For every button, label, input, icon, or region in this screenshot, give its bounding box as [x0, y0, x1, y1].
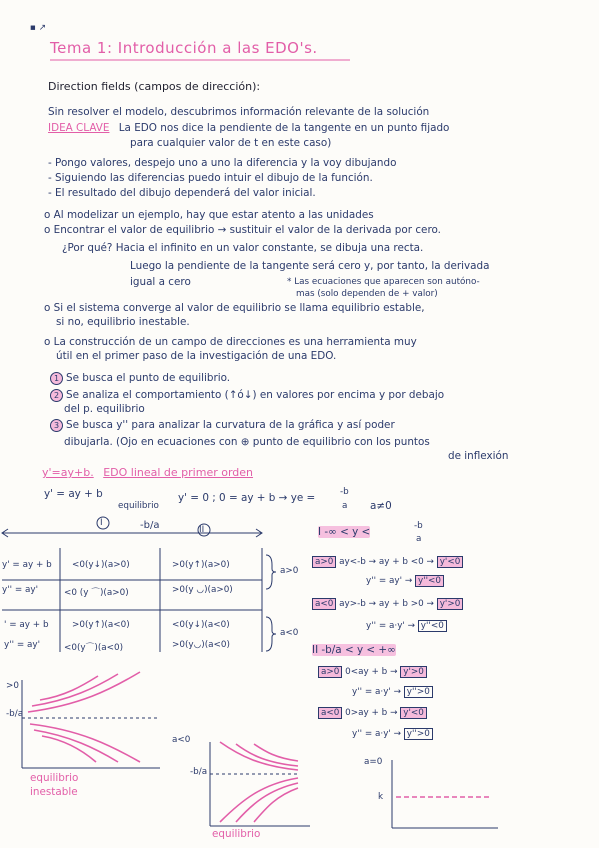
case-text: ay>-b → ay + b >0 → — [339, 599, 434, 609]
case-box: a>0 — [318, 666, 342, 678]
equilibrium-marker: -b/a — [140, 520, 160, 531]
table-row-label: y'' = ay' — [4, 640, 41, 650]
ode-equation: y'=ay+b. — [42, 466, 94, 479]
note: * Las ecuaciones que aparecen son autóno- — [287, 277, 480, 287]
step-text-cont: del p. equilibrio — [64, 403, 145, 415]
result-box: y'<0 — [400, 707, 427, 719]
graph-corner-label: a=0 — [364, 757, 383, 767]
point-item-cont: útil en el primer paso de la investigación de una EDO. — [56, 350, 337, 362]
bullet-item: - Siguiendo las diferencias puedo intuir el dibujo de la función. — [48, 172, 373, 184]
point-item-cont: Luego la pendiente de la tangente será cero y, por tanto, la derivada — [130, 260, 490, 272]
result-box: y''>0 — [404, 686, 433, 698]
fraction-denominator: a — [416, 534, 422, 544]
case-text: 0>ay + b → — [345, 708, 398, 718]
ode-heading-text: EDO lineal de primer orden — [103, 466, 254, 479]
fraction-numerator: -b — [340, 487, 349, 497]
table-row-label: ' = ay + b — [4, 620, 49, 630]
case-box: a>0 — [312, 556, 336, 568]
point-item-cont: si no, equilibrio inestable. — [56, 316, 190, 328]
case-box: a<0 — [312, 598, 336, 610]
case-text: y'' = ay' → — [366, 576, 413, 586]
table-row-label: y'' = ay' — [2, 585, 39, 595]
result-box: y'>0 — [400, 666, 427, 678]
point-item: o La construcción de un campo de direcciones es una herramienta muy — [44, 336, 417, 348]
case-box: a<0 — [318, 707, 342, 719]
case-text: y'' = a·y' → — [352, 729, 401, 739]
intro-line: Sin resolver el modelo, descubrimos información relevante de la solución — [48, 106, 430, 118]
table-cell: >0(y ◡)(a>0) — [172, 585, 233, 595]
case-text: y'' = a·y' → — [366, 621, 415, 631]
point-item-cont: ¿Por qué? Hacia el infinito en un valor constante, se dibuja una recta. — [62, 242, 424, 254]
graph-corner-label: a<0 — [172, 735, 191, 745]
table-cell: <0(y⌒)(a<0) — [64, 643, 124, 653]
result-box: y''>0 — [404, 728, 433, 740]
step-text: Se busca el punto de equilibrio. — [66, 372, 231, 384]
result-box: y'>0 — [437, 598, 464, 610]
equilibrium-axis-label: -b/a — [6, 709, 24, 719]
step-text-cont: de inflexión — [448, 450, 509, 462]
table-cell: <0 (y ⌒)(a>0) — [64, 588, 129, 598]
step-number: 1 — [50, 372, 63, 385]
region-ii-marker: II — [199, 525, 205, 535]
bullet-item: - El resultado del dibujo dependerá del valor inicial. — [48, 187, 316, 199]
idea-clave-text-cont: para cualquier valor de t en este caso) — [130, 137, 332, 149]
table-row-label: y' = ay + b — [2, 560, 52, 570]
equilibrium-axis-label: -b/a — [190, 767, 208, 777]
step-text: Se analiza el comportamiento (↑ó↓) en valores por encima y por debajo — [66, 389, 445, 401]
table-cell: <0(y↓)(a>0) — [72, 560, 130, 570]
step-number: 2 — [50, 389, 63, 402]
graph-caption: equilibrio — [30, 772, 79, 784]
case-text: y'' = a·y' → — [352, 687, 401, 697]
corner-mark: ▪ ↗ — [30, 23, 47, 33]
point-item: o Si el sistema converge al valor de equilibrio se llama equilibrio estable, — [44, 302, 425, 314]
graph-caption: equilibrio — [212, 828, 261, 840]
brace-label: a>0 — [280, 566, 299, 576]
graph-caption: inestable — [30, 786, 78, 798]
table-cell: >0(y↑)(a<0) — [72, 620, 130, 630]
table-cell: <0(y↓)(a<0) — [172, 620, 230, 630]
section-heading: Direction fields (campos de dirección): — [48, 80, 261, 93]
result-box: y''<0 — [415, 575, 444, 587]
graph-corner-label: >0 — [6, 681, 19, 691]
region-i-title-text: I -∞ < y < — [318, 526, 371, 538]
result-box: y'<0 — [437, 556, 464, 568]
table-cell: >0(y◡)(a<0) — [172, 640, 230, 650]
equilibrium-equation-right: y' = 0 ; 0 = ay + b → ye = — [178, 492, 316, 504]
fraction-denominator: a — [342, 501, 348, 511]
equilibrium-label: equilibrio — [118, 501, 159, 511]
condition: a≠0 — [370, 500, 392, 512]
step-text: Se busca y'' para analizar la curvatura de la gráfica y así poder — [66, 419, 395, 431]
point-item: o Al modelizar un ejemplo, hay que estar atento a las unidades — [44, 209, 374, 221]
brace-label: a<0 — [280, 628, 299, 638]
note: mas (solo dependen de + valor) — [296, 289, 438, 299]
region-i-marker: I — [100, 518, 103, 528]
case-text: ay<-b → ay + b <0 → — [339, 557, 434, 567]
equilibrium-equation-left: y' = ay + b — [44, 488, 103, 500]
constant-axis-label: k — [378, 792, 384, 802]
page-title: Tema 1: Introducción a las EDO's. — [50, 39, 318, 57]
bullet-item: - Pongo valores, despejo uno a uno la diferencia y la voy dibujando — [48, 157, 397, 169]
step-text-cont: dibujarla. (Ojo en ecuaciones con ⊕ punto de equilibrio con los puntos — [64, 436, 430, 448]
step-number: 3 — [50, 419, 63, 432]
idea-clave-text: La EDO nos dice la pendiente de la tangente en un punto fijado — [118, 122, 450, 134]
result-box: y''<0 — [418, 620, 447, 632]
point-item: o Encontrar el valor de equilibrio → sustituir el valor de la derivada por cero. — [44, 224, 441, 236]
case-text: 0<ay + b → — [345, 667, 398, 677]
region-ii-title-text: II -b/a < y < +∞ — [312, 644, 396, 656]
idea-clave-label: IDEA CLAVE — [48, 122, 110, 134]
point-item-cont: igual a cero — [130, 276, 191, 288]
fraction-numerator: -b — [414, 521, 423, 531]
table-cell: >0(y↑)(a>0) — [172, 560, 230, 570]
